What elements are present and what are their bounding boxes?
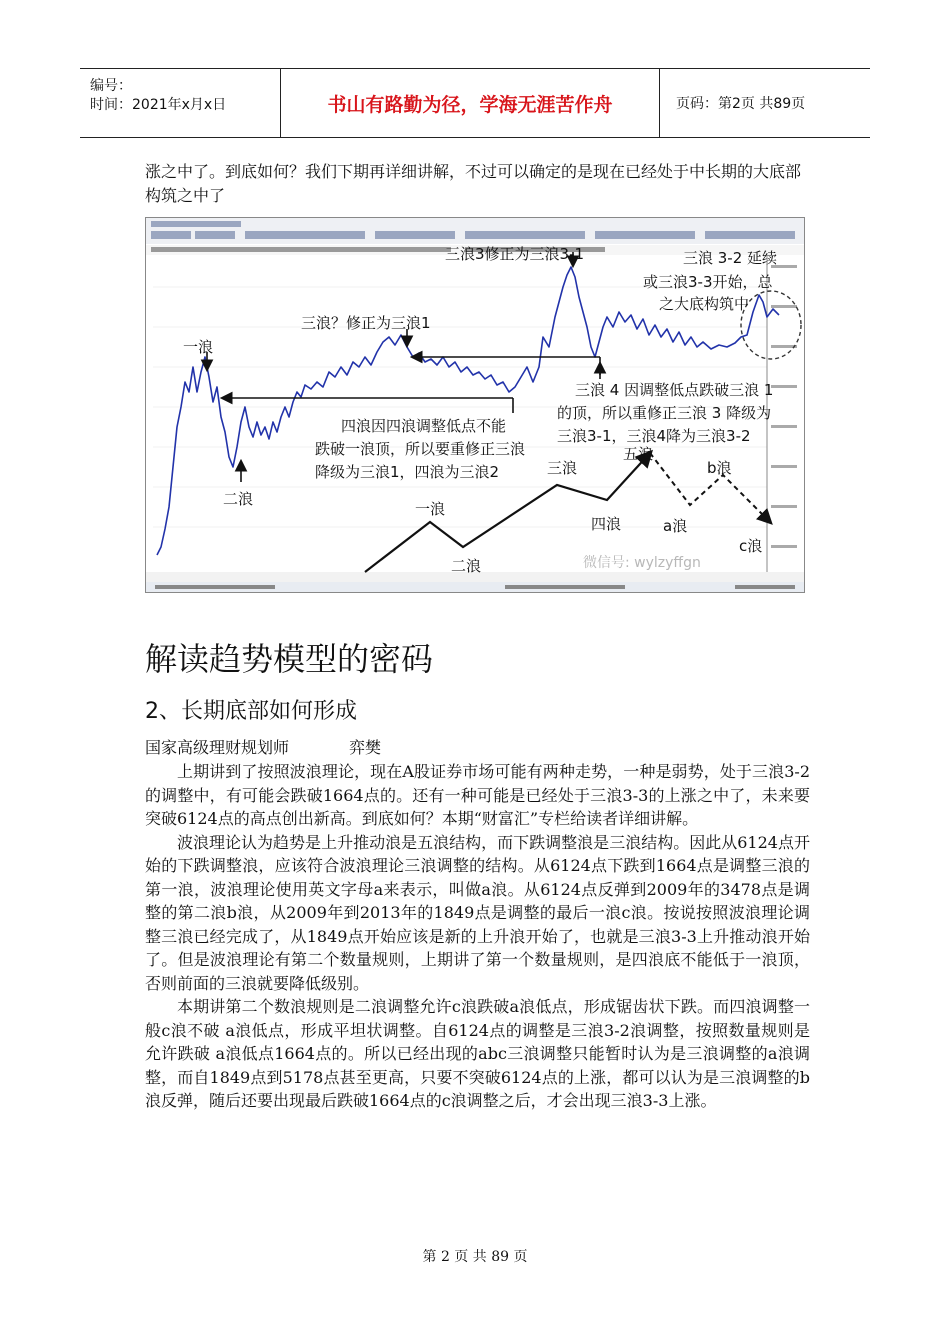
header-info-cell [80,69,281,137]
label-wave2: 二浪 [223,490,254,508]
label-diag-wave-b: b浪 [707,459,732,477]
page-header [80,68,870,138]
label-w34-a: 三浪 4 因调整低点跌破三浪 1 [575,381,774,399]
label-diag-wave-c: c浪 [739,537,763,555]
article-body [145,760,810,1113]
label-wave3-fix: 三浪？修正为三浪1 [301,314,431,332]
page-footer: 第 2 页 共 89 页 [422,1249,528,1265]
date-label: 时间：2021年x月x日 [90,97,227,113]
label-diag-wave2: 二浪 [451,557,482,575]
code-label: 编号： [90,78,132,94]
label-diag-wave-a: a浪 [663,517,688,535]
chart-watermark: 微信号: wylzyffgn [583,555,701,571]
label-wave32-b: 或三浪3-3开始，总 [643,273,773,291]
author-line [145,735,381,758]
label-wave1: 一浪 [183,338,214,356]
wave-chart-image [145,217,805,593]
label-diag-wave4: 四浪 [591,515,622,533]
label-wave32-a: 三浪 3-2 延续 [683,249,778,267]
label-diag-wave1: 一浪 [415,500,446,518]
label-wave3-31: 三浪3修正为三浪3-1 [445,245,585,263]
label-w4-a: 四浪因四浪调整低点不能 [341,417,507,435]
article-title: 解读趋势模型的密码 [145,640,434,678]
label-diag-wave5: 五浪 [623,445,654,463]
label-wave32-c: 之大底构筑中 [659,295,750,313]
paragraph-2: 波浪理论认为趋势是上升推动浪是五浪结构，而下跌调整浪是三浪结构。因此从6124点开始的下跌调整浪，应该符合波浪理论三浪调整的结构。从6124点下跌到1664点是调整三浪的第一浪，波浪理论使用英文字母a来表示，叫做a浪。从6124点反弹到2009年的3478点是调整的第二浪b浪，从2009年到2013年的1849点是调整的最后一浪c浪。按说按照波浪理论调整三浪已经完成了，从1849点开始应该是新的上升浪开始了，也就是三浪3-3上升推动浪开始了。但是波浪理论有第二个数量规则，上期讲了第一个数量规则，是四浪底不能低于一浪顶，否则前面的三浪就要降低级别。 [145,832,810,993]
label-w34-b: 的顶，所以重修正三浪 3 降级为 [557,404,772,422]
author-name: 弈樊 [349,738,382,757]
header-motto: 书山有路勤为径，学海无涯苦作舟 [281,69,660,137]
label-w4-b: 跌破一浪顶，所以要重修正三浪 [315,440,526,458]
paragraph-3: 本期讲第二个数浪规则是二浪调整允许c浪跌破a浪低点，形成锯齿状下跌。而四浪调整一般c浪不破 a浪低点，形成平坦状调整。自6124点的调整是三浪3-2浪调整，按照数量规则是允许跌破 a浪低点1664点的。所以已经出现的abc三浪调整只能暂时认为是三浪调整的a浪调整，而自1849点到5178点甚至更高，只要不突破6124点的上涨，都可以认为是三浪调整的b浪反弹，随后还要出现最后跌破1664点的c浪调整之后，才会出现三浪3-3上涨。 [145,997,810,1110]
header-page-info [670,69,870,137]
author-title: 国家高级理财规划师 [145,738,290,757]
article-subtitle: 2、长期底部如何形成 [145,699,357,724]
label-w34-c: 三浪3-1，三浪4降为三浪3-2 [557,427,751,445]
label-diag-wave3: 三浪 [547,459,578,477]
intro-paragraph: 涨之中了。到底如何？我们下期再详细讲解，不过可以确定的是现在已经处于中长期的大底部构筑之中了 [145,162,802,205]
paragraph-1: 上期讲到了按照波浪理论，现在A股证券市场可能有两种走势，一种是弱势，处于三浪3-2的调整中，有可能会跌破1664点的。还有一种可能是已经处于三浪3-3的上涨之中了，未来要突破6124点的高点创出新高。到底如何？本期“财富汇”专栏给读者详细讲解。 [145,762,810,828]
page-info-text: 页码：第2页 共89页 [676,96,806,112]
label-w4-c: 降级为三浪1，四浪为三浪2 [315,463,500,481]
